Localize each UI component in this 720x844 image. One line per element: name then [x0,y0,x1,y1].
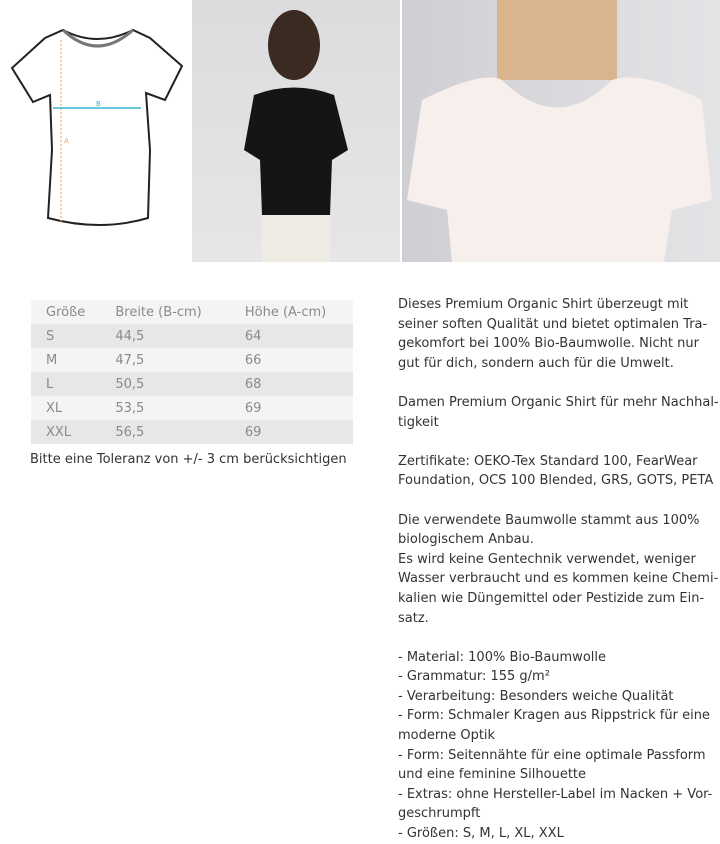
description-line: und eine feminine Silhouette [398,767,587,783]
table-header-row [31,300,353,324]
description-line: biologischem Anbau. [398,532,534,548]
table-row [31,348,353,372]
description-line: gekomfort bei 100% Bio-Baumwolle. Nicht nur [398,336,699,352]
table-row [31,396,353,420]
description-line: - Form: Schmaler Kragen aus Rippstrick für eine [398,708,710,724]
cell: 44,5 [115,328,145,344]
cell: 69 [244,424,262,440]
description-line: seiner soften Qualität und bietet optimalen Tra- [398,316,708,332]
table-row [31,420,353,444]
description-line: geschrumpft [398,806,481,822]
description-line [398,373,720,393]
description-line: moderne Optik [398,728,496,744]
cell: L [46,376,54,392]
model-front-photo [402,0,720,262]
description-line: Die verwendete Baumwolle stammt aus 100% [398,512,700,528]
description-line: Foundation, OCS 100 Blended, GRS, GOTS, PETA [398,473,714,489]
description-line: Damen Premium Organic Shirt für mehr Nachhal- [398,394,719,410]
size-diagram-image [0,0,190,262]
description-line: satz. [398,610,429,626]
model-back-photo [192,0,400,262]
cell: M [46,352,58,368]
cell: 50,5 [115,376,145,392]
cell: 69 [244,400,262,416]
description-line: tigkeit [398,414,439,430]
cell: 56,5 [115,424,145,440]
description-line: - Verarbeitung: Besonders weiche Qualität [398,688,674,704]
cell: 47,5 [115,352,145,368]
description-line [398,628,720,648]
description-line: kalien wie Düngemittel oder Pestizide zum Ein- [398,590,705,606]
header-cell: Größe [46,304,86,320]
description-line: Es wird keine Gentechnik verwendet, weniger [398,551,696,567]
tolerance-note: Bitte eine Toleranz von +/- 3 cm berücksichtigen [30,452,347,467]
description-line: Wasser verbraucht und es kommen keine Chemi- [398,571,719,587]
description-line: - Größen: S, M, L, XL, XXL [398,826,564,842]
description-line [398,491,720,511]
header-cell: Breite (B-cm) [115,304,202,320]
description-line: Zertifikate: OEKO-Tex Standard 100, FearWear [398,453,698,469]
cell: XL [46,400,63,416]
header-cell: Höhe (A-cm) [244,304,327,320]
description-line: gut für dich, sondern auch für die Umwelt. [398,355,674,371]
cell: S [46,328,55,344]
cell: 68 [244,376,262,392]
label-b: B [96,100,101,108]
cell: XXL [46,424,72,440]
table-row [31,324,353,348]
description-line: - Material: 100% Bio-Baumwolle [398,649,606,665]
description-line [398,432,720,452]
cell: 53,5 [115,400,145,416]
cell: 64 [244,328,262,344]
size-table [31,300,353,444]
label-a: A [64,137,69,145]
description-line: Dieses Premium Organic Shirt überzeugt mit [398,297,689,312]
cell: 66 [244,352,262,368]
description-line: - Grammatur: 155 g/m² [398,669,550,685]
table-row [31,372,353,396]
product-description [398,295,720,844]
description-line: - Form: Seitennähte für eine optimale Passform [398,747,706,763]
description-line: - Extras: ohne Hersteller-Label im Nacken + Vor- [398,786,713,802]
